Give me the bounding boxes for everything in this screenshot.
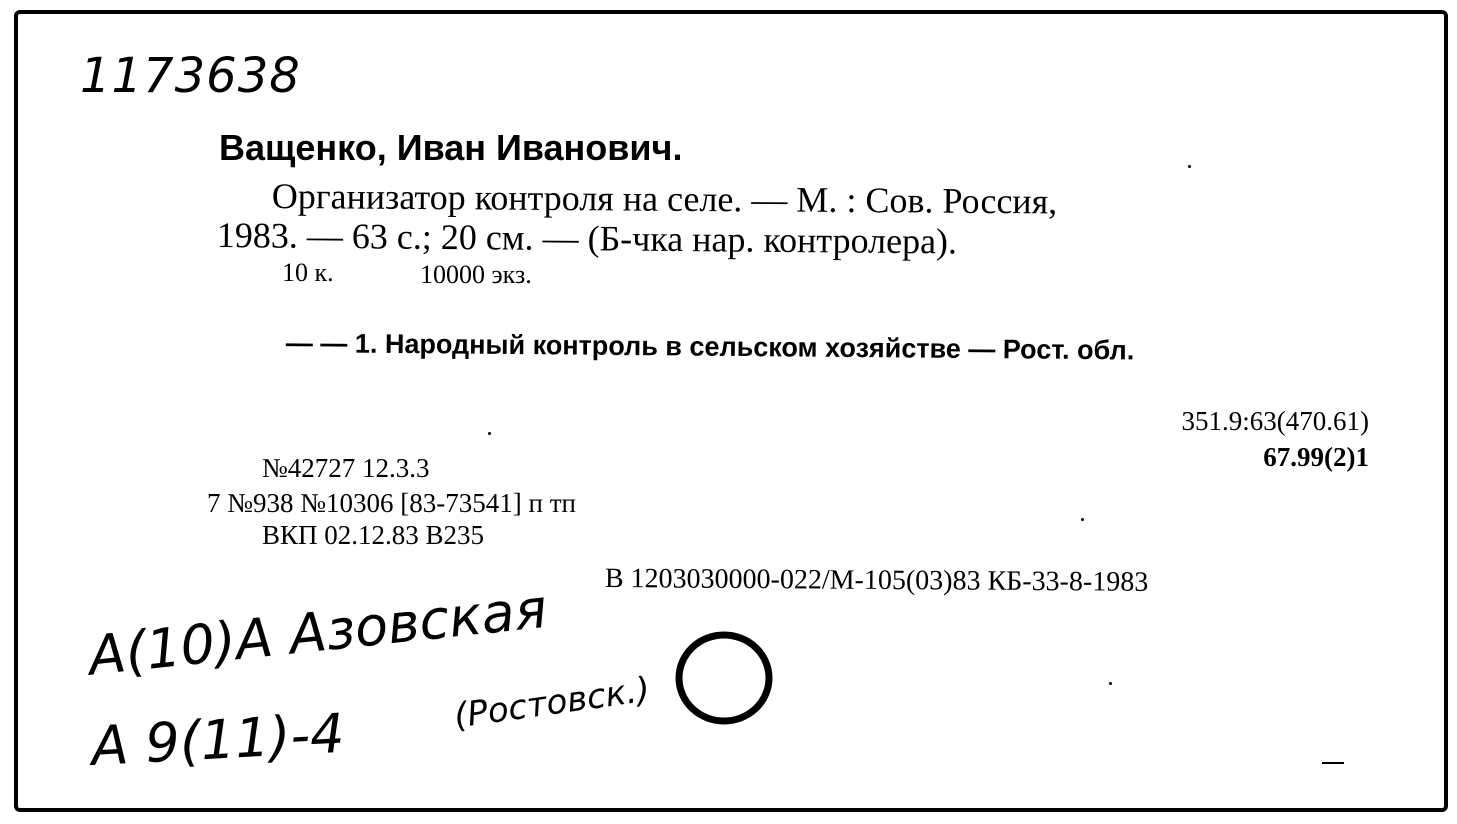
title-line-2: 1983. — 63 с.; 20 см. — (Б-чка нар. контролера).	[216, 215, 958, 262]
title-line-1: Организатор контроля на селе. — М. : Сов. Россия,	[271, 176, 1058, 222]
price: 10 к.	[282, 258, 334, 287]
record-line-2: 7 №938 №10306 [83-73541] п тп	[207, 488, 576, 518]
punch-hole-icon	[674, 628, 778, 732]
handwritten-note-1: А(10)А Азовская	[85, 576, 550, 688]
handwritten-number: 1173638	[80, 48, 301, 104]
classification-bbk: 67.99(2)1	[1263, 442, 1369, 472]
record-line-1: №42727 12.3.3	[262, 453, 430, 483]
subject-heading: — — 1. Народный контроль в сельском хозяйстве — Рост. обл.	[285, 328, 1135, 366]
dust-speck	[1109, 682, 1112, 685]
dust-speck	[488, 432, 491, 435]
code-line: В 1203030000-022/М-105(03)83 КБ-33-8-1983	[604, 563, 1149, 598]
classification-udc: 351.9:63(470.61)	[1181, 406, 1369, 436]
dust-speck	[1322, 762, 1344, 764]
dust-speck	[1188, 165, 1191, 168]
dust-speck	[1081, 518, 1084, 521]
handwritten-note-3: А 9(11)-4	[89, 701, 346, 778]
print-run: 10000 экз.	[420, 260, 532, 289]
record-line-3: ВКП 02.12.83 В235	[262, 520, 485, 550]
handwritten-note-2: (Ростовск.)	[451, 669, 653, 737]
author-heading: Ващенко, Иван Иванович.	[219, 127, 683, 168]
